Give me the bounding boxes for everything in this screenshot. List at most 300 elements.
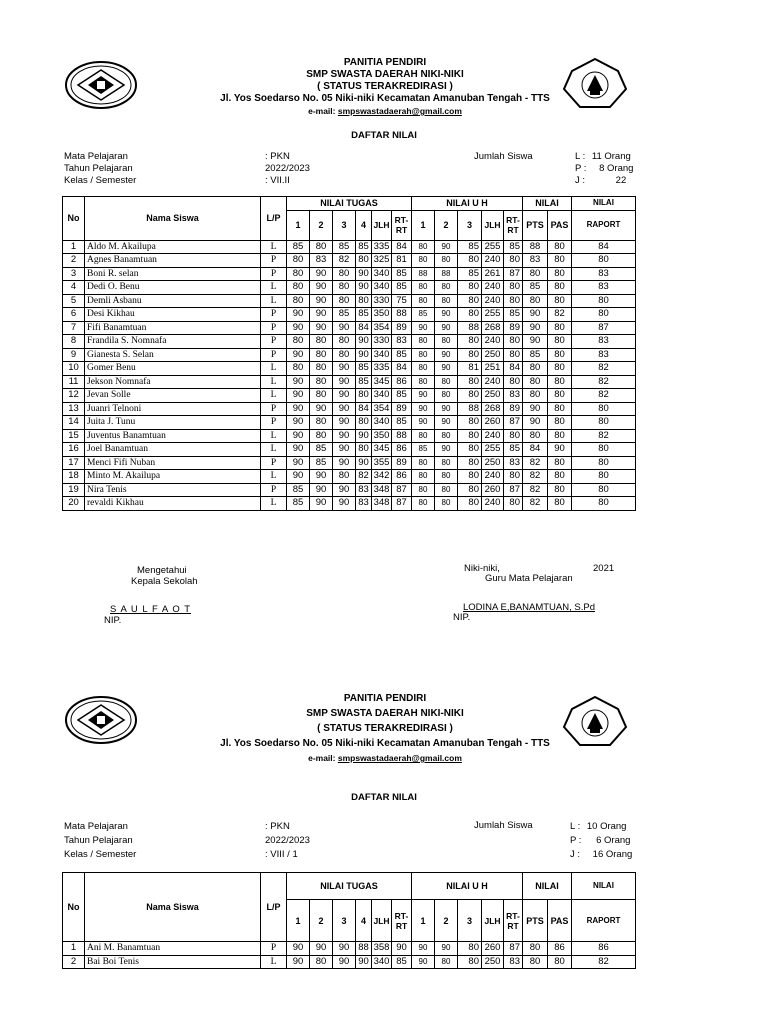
- cell-t2: 90: [310, 321, 333, 335]
- cell-urtrt: 80: [504, 470, 523, 484]
- col-no: No: [63, 873, 85, 942]
- info-values: : PKN 2022/2023 : VII.II: [265, 151, 310, 186]
- cell-t2: 90: [310, 267, 333, 281]
- cell-u1: 88: [412, 267, 435, 281]
- cell-trtrt: 86: [392, 375, 412, 389]
- cell-u3: 85: [458, 240, 482, 254]
- cell-t2: 83: [310, 254, 333, 268]
- cell-nama: Aldo M. Akailupa: [85, 240, 261, 254]
- col-tugas-3: 3: [333, 900, 356, 942]
- table-row: [63, 470, 636, 484]
- cell-t4: 80: [356, 416, 372, 430]
- cell-pas: 80: [548, 240, 572, 254]
- cell-lp: L: [261, 955, 287, 969]
- cell-pas: 80: [548, 348, 572, 362]
- document-title: DAFTAR NILAI: [351, 792, 417, 803]
- cell-t1: 90: [287, 942, 310, 956]
- cell-nama: revaldi Kikhau: [85, 497, 261, 511]
- cell-urtrt: 85: [504, 443, 523, 457]
- cell-ujlh: 268: [482, 321, 504, 335]
- cell-t1: 90: [287, 321, 310, 335]
- cell-t3: 85: [333, 308, 356, 322]
- col-uh-jlh: JLH: [482, 210, 504, 240]
- cell-u3: 80: [458, 942, 482, 956]
- cell-u2: 90: [435, 308, 458, 322]
- cell-pas: 90: [548, 443, 572, 457]
- cell-nama: Juita J. Tunu: [85, 416, 261, 430]
- cell-u1: 90: [412, 402, 435, 416]
- cell-lp: P: [261, 942, 287, 956]
- cell-tjlh: 354: [372, 402, 392, 416]
- cell-tjlh: 354: [372, 321, 392, 335]
- cell-urtrt: 80: [504, 375, 523, 389]
- cell-u2: 80: [435, 254, 458, 268]
- student-count: L : 11 Orang P : 8 Orang J : 22: [575, 151, 634, 186]
- cell-u3: 80: [458, 456, 482, 470]
- cell-t1: 90: [287, 470, 310, 484]
- cell-raport: 80: [572, 470, 636, 484]
- cell-t3: 90: [333, 402, 356, 416]
- cell-t3: 80: [333, 281, 356, 295]
- cell-pts: 80: [523, 362, 548, 376]
- cell-u3: 80: [458, 375, 482, 389]
- cell-raport: 82: [572, 955, 636, 969]
- cell-nama: Gianesta S. Selan: [85, 348, 261, 362]
- cell-tjlh: 340: [372, 348, 392, 362]
- cell-urtrt: 83: [504, 389, 523, 403]
- cell-t1: 80: [287, 267, 310, 281]
- email-link[interactable]: smpswastadaerah@gmail.com: [337, 753, 462, 763]
- cell-t4: 80: [356, 443, 372, 457]
- cell-nama: Juventus Banamtuan: [85, 429, 261, 443]
- cell-urtrt: 85: [504, 240, 523, 254]
- cell-urtrt: 87: [504, 267, 523, 281]
- cell-trtrt: 86: [392, 443, 412, 457]
- cell-tjlh: 358: [372, 942, 392, 956]
- cell-t2: 90: [310, 497, 333, 511]
- cell-u2: 90: [435, 362, 458, 376]
- cell-no: 9: [63, 348, 85, 362]
- cell-u2: 80: [435, 294, 458, 308]
- guru-name: LODINA E,BANAMTUAN, S.Pd: [463, 602, 595, 613]
- table-row: [63, 254, 636, 268]
- cell-lp: L: [261, 443, 287, 457]
- cell-no: 8: [63, 335, 85, 349]
- cell-t3: 80: [333, 267, 356, 281]
- cell-urtrt: 87: [504, 416, 523, 430]
- cell-t3: 90: [333, 389, 356, 403]
- col-tugas-rtrt: RT-RT: [392, 900, 412, 942]
- cell-t2: 80: [310, 416, 333, 430]
- cell-raport: 82: [572, 389, 636, 403]
- cell-t1: 80: [287, 254, 310, 268]
- cell-t2: 90: [310, 483, 333, 497]
- col-tugas-jlh: JLH: [372, 900, 392, 942]
- cell-t3: 90: [333, 416, 356, 430]
- cell-u3: 80: [458, 955, 482, 969]
- cell-raport: 84: [572, 240, 636, 254]
- cell-pts: 90: [523, 335, 548, 349]
- cell-no: 4: [63, 281, 85, 295]
- cell-nama: Agnes Banamtuan: [85, 254, 261, 268]
- cell-t4: 85: [356, 240, 372, 254]
- cell-u1: 80: [412, 254, 435, 268]
- table-row: [63, 321, 636, 335]
- col-nama: Nama Siswa: [85, 197, 261, 241]
- cell-pas: 80: [548, 389, 572, 403]
- cell-raport: 80: [572, 294, 636, 308]
- cell-u3: 80: [458, 294, 482, 308]
- cell-lp: P: [261, 308, 287, 322]
- cell-trtrt: 84: [392, 362, 412, 376]
- cell-pts: 82: [523, 470, 548, 484]
- cell-raport: 80: [572, 402, 636, 416]
- cell-raport: 80: [572, 456, 636, 470]
- cell-u2: 90: [435, 942, 458, 956]
- cell-pas: 80: [548, 483, 572, 497]
- cell-no: 1: [63, 942, 85, 956]
- cell-trtrt: 75: [392, 294, 412, 308]
- cell-u3: 80: [458, 443, 482, 457]
- cell-pts: 85: [523, 281, 548, 295]
- cell-ujlh: 250: [482, 389, 504, 403]
- cell-u3: 80: [458, 335, 482, 349]
- cell-t3: 80: [333, 348, 356, 362]
- cell-u1: 80: [412, 483, 435, 497]
- col-pas: PAS: [548, 210, 572, 240]
- cell-tjlh: 335: [372, 240, 392, 254]
- cell-u2: 80: [435, 456, 458, 470]
- cell-t4: 82: [356, 470, 372, 484]
- cell-raport: 80: [572, 443, 636, 457]
- jumlah-siswa-label: Jumlah Siswa: [474, 151, 533, 162]
- cell-raport: 83: [572, 281, 636, 295]
- cell-trtrt: 85: [392, 955, 412, 969]
- cell-t4: 90: [356, 429, 372, 443]
- cell-tjlh: 340: [372, 281, 392, 295]
- header-status: ( STATUS TERAKREDIRASI ): [317, 723, 453, 734]
- cell-t3: 80: [333, 294, 356, 308]
- cell-trtrt: 85: [392, 348, 412, 362]
- cell-raport: 86: [572, 942, 636, 956]
- cell-pas: 86: [548, 942, 572, 956]
- cell-t3: 90: [333, 321, 356, 335]
- cell-t4: 80: [356, 389, 372, 403]
- cell-urtrt: 85: [504, 308, 523, 322]
- cell-tjlh: 345: [372, 443, 392, 457]
- cell-t4: 84: [356, 321, 372, 335]
- cell-urtrt: 80: [504, 497, 523, 511]
- cell-tjlh: 330: [372, 294, 392, 308]
- cell-t4: 88: [356, 942, 372, 956]
- col-tugas-4: 4: [356, 210, 372, 240]
- table-row: [63, 335, 636, 349]
- cell-u2: 88: [435, 267, 458, 281]
- cell-ujlh: 240: [482, 497, 504, 511]
- cell-trtrt: 87: [392, 483, 412, 497]
- cell-trtrt: 88: [392, 308, 412, 322]
- cell-lp: L: [261, 240, 287, 254]
- cell-t3: 90: [333, 483, 356, 497]
- cell-ujlh: 240: [482, 375, 504, 389]
- cell-pts: 80: [523, 267, 548, 281]
- cell-pts: 90: [523, 416, 548, 430]
- cell-pas: 80: [548, 254, 572, 268]
- cell-u3: 80: [458, 281, 482, 295]
- cell-pts: 82: [523, 456, 548, 470]
- col-uh-2: 2: [435, 900, 458, 942]
- cell-pas: 80: [548, 402, 572, 416]
- cell-ujlh: 240: [482, 429, 504, 443]
- cell-pas: 80: [548, 470, 572, 484]
- cell-nama: Jevan Solle: [85, 389, 261, 403]
- cell-raport: 80: [572, 308, 636, 322]
- header-school: SMP SWASTA DAERAH NIKI-NIKI: [306, 708, 464, 719]
- email-link[interactable]: smpswastadaerah@gmail.com: [337, 106, 462, 116]
- cell-pas: 80: [548, 429, 572, 443]
- table-row: [63, 942, 636, 956]
- col-uh-1: 1: [412, 210, 435, 240]
- cell-lp: P: [261, 254, 287, 268]
- col-tugas-3: 3: [333, 210, 356, 240]
- cell-u2: 80: [435, 375, 458, 389]
- cell-nama: Frandila S. Nomnafa: [85, 335, 261, 349]
- table-row: [63, 267, 636, 281]
- cell-t2: 80: [310, 348, 333, 362]
- cell-no: 5: [63, 294, 85, 308]
- jumlah-siswa-label: Jumlah Siswa: [474, 820, 533, 831]
- cell-u3: 80: [458, 389, 482, 403]
- cell-tjlh: 325: [372, 254, 392, 268]
- cell-ujlh: 260: [482, 416, 504, 430]
- cell-no: 14: [63, 416, 85, 430]
- cell-t4: 90: [356, 456, 372, 470]
- cell-u3: 81: [458, 362, 482, 376]
- document-title: DAFTAR NILAI: [351, 130, 417, 141]
- cell-tjlh: 340: [372, 389, 392, 403]
- cell-raport: 83: [572, 335, 636, 349]
- cell-nama: Demli Asbanu: [85, 294, 261, 308]
- cell-urtrt: 80: [504, 294, 523, 308]
- cell-ujlh: 268: [482, 402, 504, 416]
- school-logo-left-icon: [64, 60, 138, 110]
- cell-u1: 90: [412, 416, 435, 430]
- cell-trtrt: 88: [392, 429, 412, 443]
- cell-u3: 80: [458, 416, 482, 430]
- cell-ujlh: 240: [482, 281, 504, 295]
- cell-pts: 80: [523, 955, 548, 969]
- col-nilai: NILAI: [523, 197, 572, 211]
- cell-t2: 80: [310, 429, 333, 443]
- table-row: [63, 497, 636, 511]
- cell-u2: 90: [435, 402, 458, 416]
- cell-u3: 85: [458, 267, 482, 281]
- cell-no: 3: [63, 267, 85, 281]
- cell-t4: 83: [356, 497, 372, 511]
- cell-u2: 90: [435, 240, 458, 254]
- col-nama: Nama Siswa: [85, 873, 261, 942]
- cell-t1: 90: [287, 456, 310, 470]
- cell-pas: 80: [548, 267, 572, 281]
- cell-ujlh: 255: [482, 443, 504, 457]
- cell-pts: 90: [523, 321, 548, 335]
- table-row: [63, 483, 636, 497]
- cell-no: 15: [63, 429, 85, 443]
- table-row: [63, 416, 636, 430]
- cell-t2: 85: [310, 456, 333, 470]
- cell-u3: 80: [458, 497, 482, 511]
- cell-u2: 80: [435, 281, 458, 295]
- header-status: ( STATUS TERAKREDIRASI ): [317, 81, 453, 92]
- table-row: [63, 281, 636, 295]
- table-row: [63, 348, 636, 362]
- grade-table: [62, 196, 636, 511]
- cell-u3: 80: [458, 308, 482, 322]
- cell-pts: 90: [523, 402, 548, 416]
- kepala-sekolah-label: Kepala Sekolah: [131, 576, 198, 587]
- cell-u2: 80: [435, 483, 458, 497]
- cell-tjlh: 342: [372, 470, 392, 484]
- cell-t1: 90: [287, 389, 310, 403]
- cell-lp: P: [261, 483, 287, 497]
- cell-t2: 80: [310, 335, 333, 349]
- cell-no: 10: [63, 362, 85, 376]
- col-tugas-2: 2: [310, 210, 333, 240]
- cell-ujlh: 260: [482, 483, 504, 497]
- cell-trtrt: 87: [392, 497, 412, 511]
- cell-raport: 82: [572, 429, 636, 443]
- cell-u1: 80: [412, 240, 435, 254]
- cell-t4: 85: [356, 308, 372, 322]
- cell-nama: Dedi O. Benu: [85, 281, 261, 295]
- cell-t2: 90: [310, 281, 333, 295]
- cell-u3: 80: [458, 429, 482, 443]
- cell-u2: 80: [435, 335, 458, 349]
- cell-ujlh: 261: [482, 267, 504, 281]
- cell-t3: 90: [333, 955, 356, 969]
- cell-pts: 82: [523, 483, 548, 497]
- cell-pas: 80: [548, 321, 572, 335]
- cell-no: 20: [63, 497, 85, 511]
- cell-t2: 90: [310, 942, 333, 956]
- cell-lp: P: [261, 335, 287, 349]
- cell-urtrt: 87: [504, 942, 523, 956]
- header-email: e-mail: smpswastadaerah@gmail.com: [308, 106, 462, 116]
- year-label: 2021: [593, 563, 615, 574]
- cell-t4: 84: [356, 402, 372, 416]
- cell-t2: 80: [310, 389, 333, 403]
- cell-urtrt: 80: [504, 335, 523, 349]
- cell-t1: 90: [287, 402, 310, 416]
- nip-right: NIP.: [453, 612, 471, 623]
- cell-t2: 80: [310, 240, 333, 254]
- cell-u1: 80: [412, 362, 435, 376]
- cell-pts: 80: [523, 429, 548, 443]
- cell-raport: 82: [572, 375, 636, 389]
- cell-u3: 80: [458, 470, 482, 484]
- nip-left: NIP.: [104, 615, 122, 626]
- cell-t3: 90: [333, 362, 356, 376]
- cell-lp: L: [261, 294, 287, 308]
- cell-t1: 90: [287, 955, 310, 969]
- cell-t3: 90: [333, 375, 356, 389]
- cell-t1: 90: [287, 416, 310, 430]
- cell-t1: 90: [287, 348, 310, 362]
- col-tugas-rtrt: RT-RT: [392, 210, 412, 240]
- table-row: [63, 308, 636, 322]
- cell-pts: 82: [523, 497, 548, 511]
- info-labels: Mata Pelajaran Tahun Pelajaran Kelas / Semester: [64, 151, 137, 186]
- cell-t3: 90: [333, 456, 356, 470]
- header-school: SMP SWASTA DAERAH NIKI-NIKI: [306, 69, 464, 80]
- col-pts: PTS: [523, 900, 548, 942]
- cell-trtrt: 85: [392, 267, 412, 281]
- col-nilai-uh: NILAI U H: [412, 197, 523, 211]
- cell-pas: 80: [548, 416, 572, 430]
- cell-nama: Boni R. selan: [85, 267, 261, 281]
- info-labels: Mata Pelajaran Tahun Pelajaran Kelas / Semester: [64, 821, 137, 860]
- cell-t3: 90: [333, 942, 356, 956]
- info-values: : PKN 2022/2023 : VIII / 1: [265, 821, 310, 860]
- cell-u3: 80: [458, 348, 482, 362]
- cell-urtrt: 89: [504, 321, 523, 335]
- cell-u2: 80: [435, 389, 458, 403]
- col-raport: RAPORT: [572, 210, 636, 240]
- col-uh-rtrt: RT-RT: [504, 900, 523, 942]
- cell-trtrt: 81: [392, 254, 412, 268]
- cell-raport: 82: [572, 362, 636, 376]
- cell-no: 19: [63, 483, 85, 497]
- cell-pas: 80: [548, 294, 572, 308]
- cell-t1: 90: [287, 375, 310, 389]
- col-uh-2: 2: [435, 210, 458, 240]
- cell-trtrt: 83: [392, 335, 412, 349]
- cell-u1: 80: [412, 497, 435, 511]
- cell-u1: 85: [412, 308, 435, 322]
- cell-lp: L: [261, 429, 287, 443]
- cell-nama: Gomer Benu: [85, 362, 261, 376]
- cell-u2: 90: [435, 321, 458, 335]
- col-nilai-raport: NILAI: [572, 197, 636, 211]
- cell-t1: 85: [287, 240, 310, 254]
- cell-t2: 90: [310, 308, 333, 322]
- cell-ujlh: 240: [482, 335, 504, 349]
- cell-pas: 80: [548, 955, 572, 969]
- cell-nama: Nira Tenis: [85, 483, 261, 497]
- col-tugas-1: 1: [287, 210, 310, 240]
- cell-pts: 85: [523, 348, 548, 362]
- cell-pas: 80: [548, 281, 572, 295]
- cell-tjlh: 340: [372, 267, 392, 281]
- cell-t2: 90: [310, 402, 333, 416]
- col-tugas-1: 1: [287, 900, 310, 942]
- cell-u1: 80: [412, 470, 435, 484]
- cell-tjlh: 335: [372, 362, 392, 376]
- cell-t3: 82: [333, 254, 356, 268]
- guru-label: Guru Mata Pelajaran: [485, 573, 573, 584]
- cell-trtrt: 85: [392, 416, 412, 430]
- cell-nama: Desi Kikhau: [85, 308, 261, 322]
- col-pas: PAS: [548, 900, 572, 942]
- cell-lp: L: [261, 389, 287, 403]
- cell-u2: 90: [435, 416, 458, 430]
- cell-no: 16: [63, 443, 85, 457]
- cell-lp: P: [261, 267, 287, 281]
- cell-no: 1: [63, 240, 85, 254]
- cell-lp: P: [261, 402, 287, 416]
- cell-t4: 90: [356, 955, 372, 969]
- col-nilai-tugas: NILAI TUGAS: [287, 873, 412, 900]
